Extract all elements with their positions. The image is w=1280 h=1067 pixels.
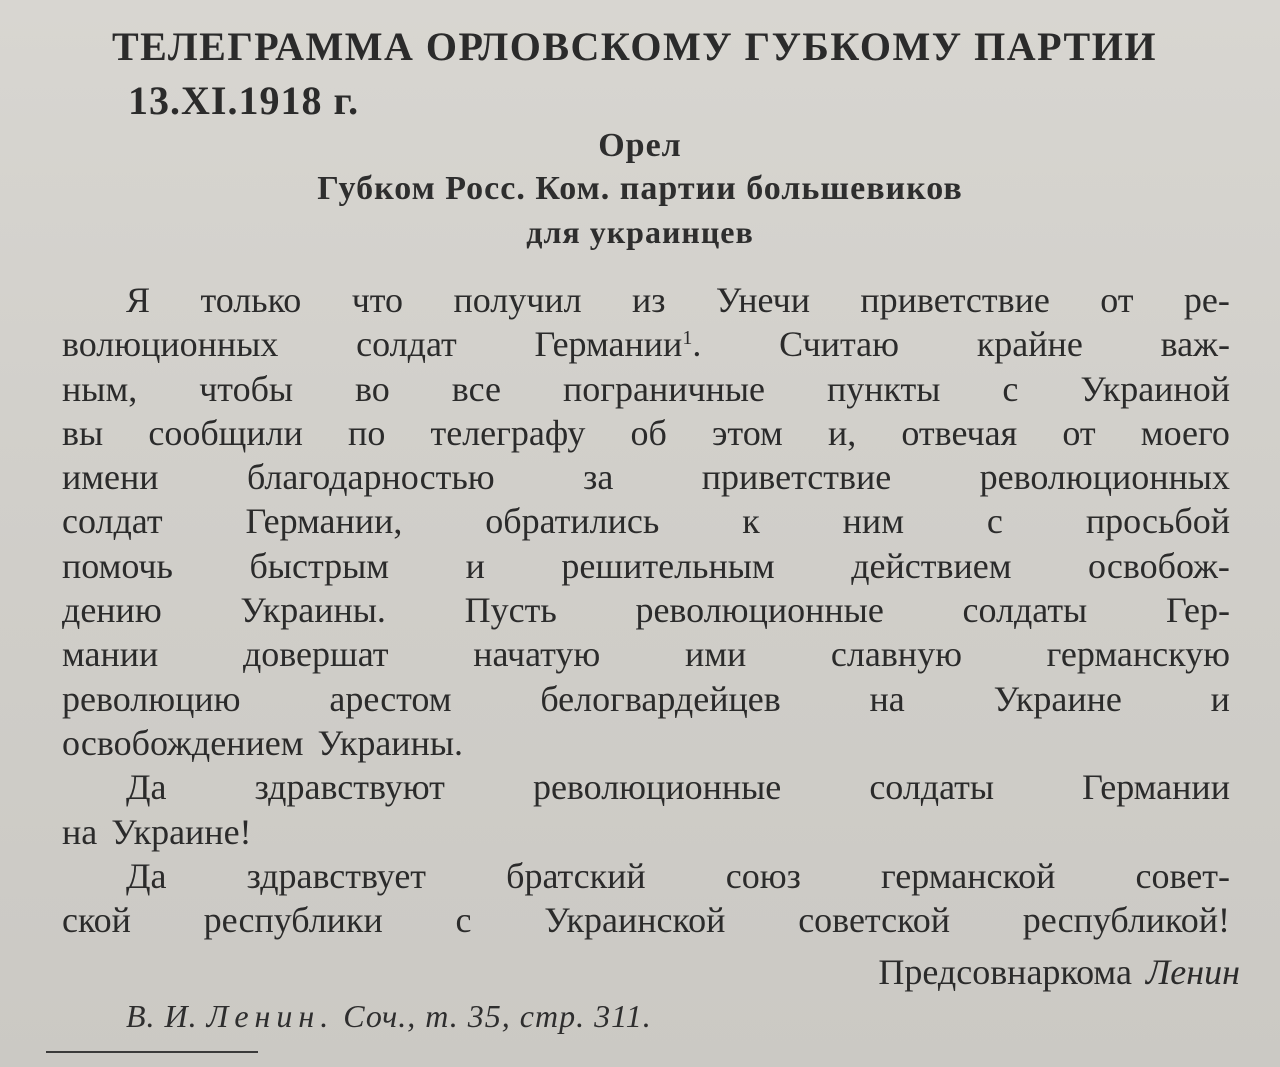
body-word: имени <box>62 457 159 498</box>
body-word: дению <box>62 590 162 631</box>
source-reference: Соч., т. 35, стр. 311. <box>343 998 652 1034</box>
body-word: решительным <box>561 545 775 586</box>
body-word: приветствие <box>701 457 892 498</box>
body-word: на <box>869 678 905 719</box>
footnote-marker: 1 <box>682 327 693 350</box>
body-word: здравствуют <box>254 767 445 808</box>
body-word: с <box>1002 368 1019 409</box>
body-word: начатую <box>473 634 601 675</box>
body-word: на <box>62 811 98 852</box>
body-word: волюционных <box>62 324 279 365</box>
body-word: вы <box>62 412 104 453</box>
body-word: ным, <box>62 368 138 409</box>
document-date: 13.XI.1918 г. <box>128 78 360 123</box>
body-word: довершат <box>242 634 389 675</box>
body-word: союз <box>725 855 801 896</box>
body-word: Гер- <box>1165 590 1230 631</box>
body-word: солдат <box>62 501 163 542</box>
body-word: просьбой <box>1085 501 1230 542</box>
body-line <box>62 278 1230 322</box>
body-word: пункты <box>826 368 941 409</box>
body-word: освобож- <box>1088 545 1230 586</box>
body-word: быстрым <box>249 545 390 586</box>
source-author: Ленин. <box>206 998 335 1034</box>
body-line <box>62 898 1230 942</box>
telegram-body <box>62 278 1230 942</box>
body-word: важ- <box>1160 324 1230 365</box>
body-word: революционные <box>635 590 884 631</box>
body-word: солдат <box>356 324 457 365</box>
signature-position: Предсовнаркома <box>878 952 1132 992</box>
body-word: революционные <box>532 767 782 808</box>
body-word: пограничные <box>562 368 766 409</box>
body-word: с <box>986 501 1003 542</box>
body-word: что <box>351 280 404 320</box>
body-word: Считаю <box>779 324 900 365</box>
body-line <box>62 721 1230 765</box>
body-word: республики <box>203 900 383 941</box>
body-line <box>62 455 1230 499</box>
body-word: ими <box>684 634 747 675</box>
body-word: Да <box>126 855 167 896</box>
body-line <box>62 499 1230 543</box>
body-word: за <box>583 457 614 498</box>
body-word: все <box>451 368 501 409</box>
body-word: Украины. <box>317 722 464 763</box>
body-word: получил <box>453 280 582 320</box>
body-line <box>62 677 1230 721</box>
source-initials: В. И. <box>126 998 198 1034</box>
body-word: и, <box>827 412 857 453</box>
body-line <box>62 322 1230 366</box>
body-word: совет- <box>1135 855 1230 896</box>
body-word: крайне <box>976 324 1083 365</box>
body-word: сообщили <box>148 412 303 453</box>
body-word: по <box>348 412 386 453</box>
body-word: Да <box>126 767 167 808</box>
body-word: обратились <box>485 501 660 542</box>
body-word: Украиной <box>1080 368 1230 409</box>
body-line <box>62 854 1230 898</box>
body-word: об <box>630 412 667 453</box>
body-word: арестом <box>329 678 452 719</box>
body-word: братский <box>506 855 646 896</box>
body-word: Германии, <box>245 501 403 542</box>
body-word: во <box>355 368 390 409</box>
body-word: солдаты <box>962 590 1088 631</box>
body-word: Украины. <box>240 590 386 631</box>
body-word: республикой! <box>1022 900 1230 941</box>
signature <box>878 950 1240 994</box>
body-word: Я <box>126 280 151 320</box>
body-line <box>62 810 1230 854</box>
footnote-rule <box>46 1051 258 1053</box>
body-word: моего <box>1140 412 1230 453</box>
body-word: освобождением <box>62 722 304 763</box>
body-word: здравствует <box>246 855 427 896</box>
body-word: ним <box>842 501 904 542</box>
body-word: советской <box>798 900 951 941</box>
body-word: белогвардейцев <box>540 678 781 719</box>
body-line <box>62 632 1230 676</box>
body-word: солдаты <box>869 767 995 808</box>
body-word: с <box>455 900 472 941</box>
body-word: ре- <box>1183 280 1230 320</box>
body-word: Украинской <box>544 900 726 941</box>
body-word: из <box>632 280 666 320</box>
body-line <box>62 544 1230 588</box>
document-title: ТЕЛЕГРАММА ОРЛОВСКОМУ ГУБКОМУ ПАРТИИ <box>112 24 1157 69</box>
body-word: Украине <box>993 678 1122 719</box>
body-word: этом <box>711 412 783 453</box>
source-citation <box>126 994 652 1038</box>
body-word: приветствие <box>860 280 1050 320</box>
body-word: революцию <box>62 678 241 719</box>
body-word: революционных <box>979 457 1230 498</box>
body-word: отвечая <box>901 412 1018 453</box>
body-word: Пусть <box>464 590 557 631</box>
body-word: только <box>200 280 302 320</box>
address-city: Орел <box>598 127 682 164</box>
body-word: чтобы <box>199 368 294 409</box>
address-group: для украинцев <box>526 214 754 250</box>
body-word: телеграфу <box>430 412 586 453</box>
body-word: помочь <box>62 545 173 586</box>
body-word: Германии <box>1082 767 1230 808</box>
body-line <box>62 588 1230 632</box>
body-word: благодарностью <box>247 457 495 498</box>
signature-name: Ленин <box>1145 952 1240 992</box>
body-word: германскую <box>1046 634 1230 675</box>
body-word: и <box>1210 678 1230 719</box>
body-line <box>62 367 1230 411</box>
body-word: германской <box>881 855 1056 896</box>
body-word: от <box>1100 280 1134 320</box>
body-word: действием <box>851 545 1012 586</box>
body-word: от <box>1062 412 1096 453</box>
body-line <box>62 411 1230 455</box>
body-word: Германии$^1$. <box>534 324 702 365</box>
body-word: и <box>465 545 485 586</box>
body-word: Украине! <box>111 811 252 852</box>
body-word: мании <box>62 634 159 675</box>
address-organization: Губком Росс. Ком. партии большевиков <box>317 170 963 207</box>
body-word: ской <box>62 900 131 941</box>
body-word: Унечи <box>715 280 810 320</box>
body-word: славную <box>830 634 962 675</box>
body-word: к <box>742 501 760 542</box>
body-line <box>62 765 1230 809</box>
